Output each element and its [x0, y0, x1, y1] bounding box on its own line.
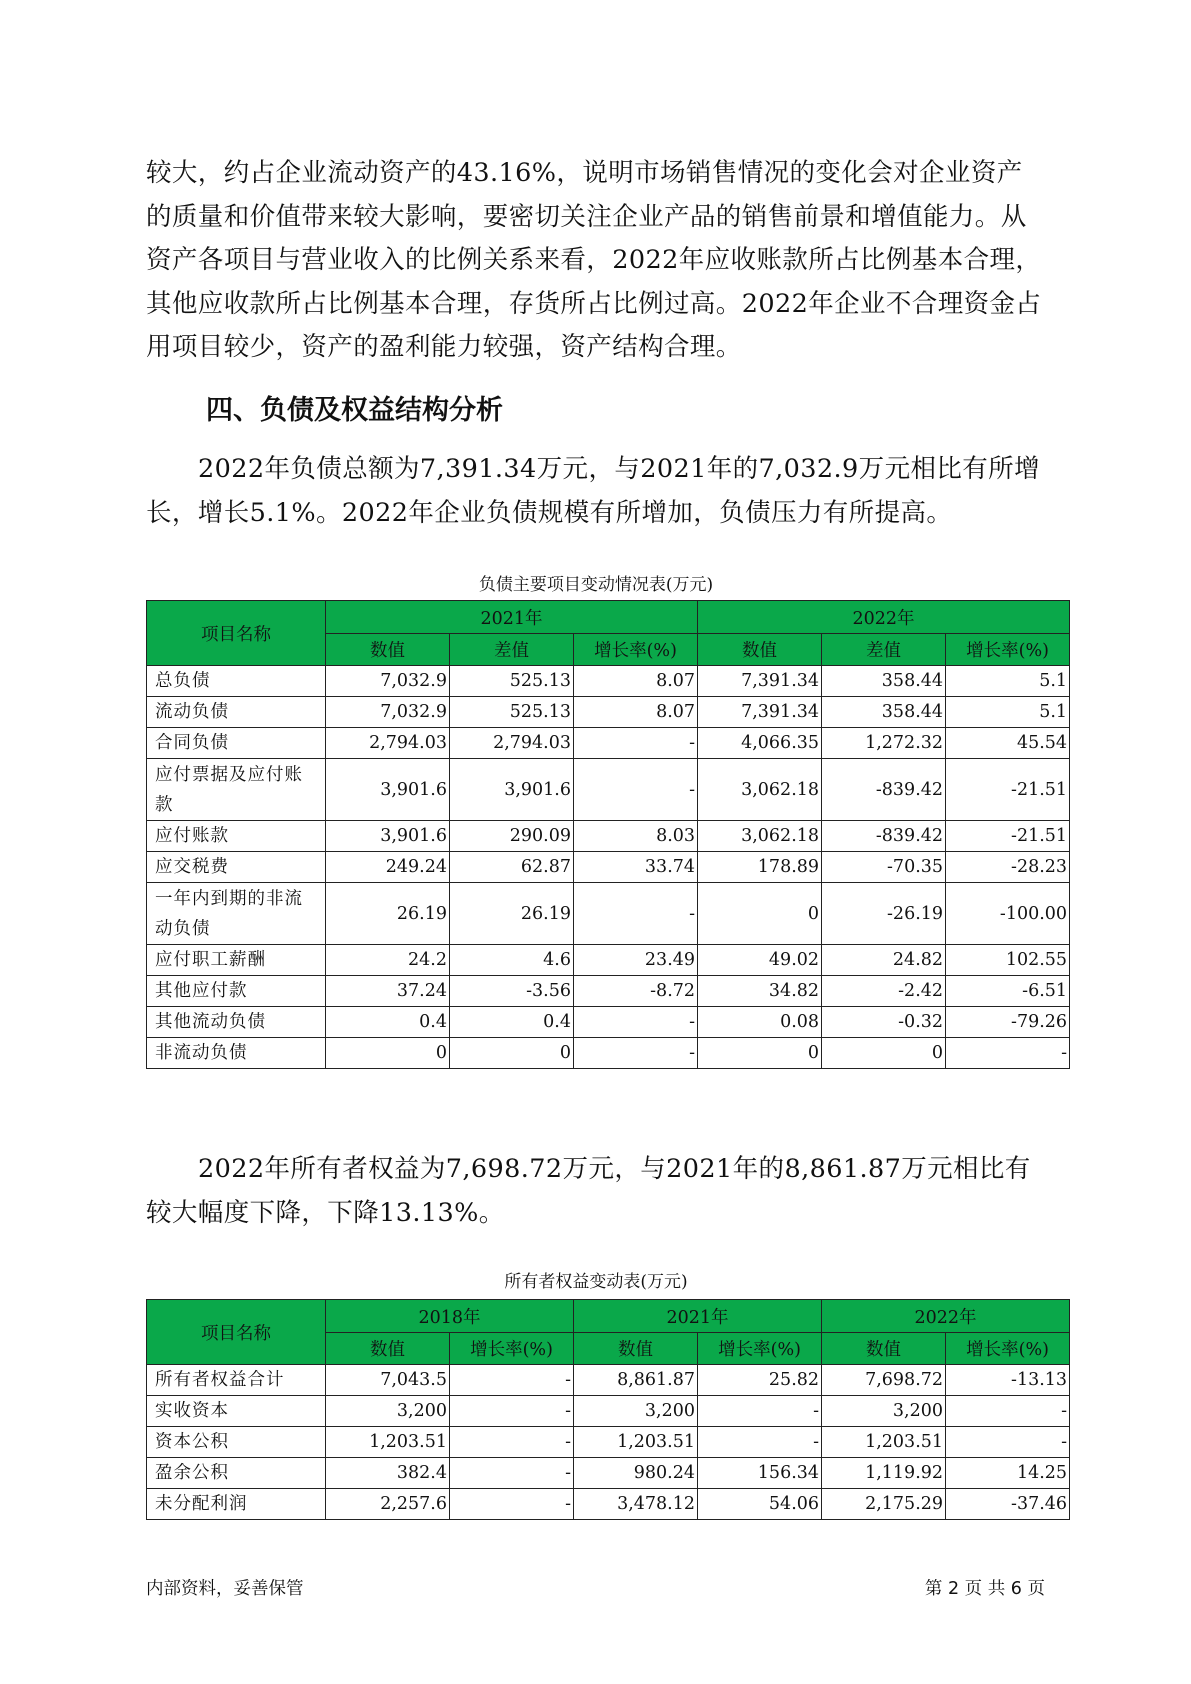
- value-cell: 3,062.18: [698, 821, 822, 852]
- value-cell: 8.07: [574, 666, 698, 697]
- value-cell: 3,062.18: [698, 759, 822, 821]
- row-label-cell: 流动负债: [147, 697, 326, 728]
- value-cell: -: [574, 759, 698, 821]
- value-cell: 26.19: [326, 883, 450, 945]
- value-cell: 24.82: [822, 945, 946, 976]
- value-cell: -: [698, 1396, 822, 1427]
- row-label-cell: 其他应付款: [147, 976, 326, 1007]
- table-row: [147, 1007, 1070, 1038]
- value-cell: -6.51: [946, 976, 1070, 1007]
- value-cell: 14.25: [946, 1458, 1070, 1489]
- paragraph-liability-summary: 2022年负债总额为7,391.34万元，与2021年的7,032.9万元相比有所增长，增长5.1%。2022年企业负债规模有所增加，负债压力有所提高。: [146, 454, 1040, 528]
- value-cell: 3,200: [326, 1396, 450, 1427]
- value-cell: 54.06: [698, 1489, 822, 1520]
- value-cell: 525.13: [450, 666, 574, 697]
- row-label-cell: 合同负债: [147, 728, 326, 759]
- table1-header-year-b: 2022年: [698, 601, 1070, 634]
- value-cell: -3.56: [450, 976, 574, 1007]
- row-label-cell: 非流动负债: [147, 1038, 326, 1069]
- section-heading: 四、负债及权益结构分析: [206, 395, 503, 426]
- table-row: [147, 1396, 1070, 1427]
- table1-subheader: 差值: [822, 634, 946, 666]
- value-cell: 8.03: [574, 821, 698, 852]
- value-cell: -2.42: [822, 976, 946, 1007]
- value-cell: 290.09: [450, 821, 574, 852]
- table-row: [147, 1038, 1070, 1069]
- value-cell: 2,794.03: [450, 728, 574, 759]
- value-cell: -: [450, 1396, 574, 1427]
- value-cell: 26.19: [450, 883, 574, 945]
- value-cell: 0.08: [698, 1007, 822, 1038]
- value-cell: -: [946, 1396, 1070, 1427]
- value-cell: 382.4: [326, 1458, 450, 1489]
- footer-page-number: 第 2 页 共 6 页: [924, 1579, 1045, 1599]
- table2-caption: 所有者权益变动表(万元): [504, 1272, 688, 1292]
- value-cell: 0.4: [450, 1007, 574, 1038]
- value-cell: 2,794.03: [326, 728, 450, 759]
- value-cell: 45.54: [946, 728, 1070, 759]
- value-cell: 2,175.29: [822, 1489, 946, 1520]
- table-row: [147, 1458, 1070, 1489]
- value-cell: -: [574, 883, 698, 945]
- value-cell: -: [574, 1038, 698, 1069]
- value-cell: -: [574, 1007, 698, 1038]
- value-cell: 34.82: [698, 976, 822, 1007]
- row-label-cell: 其他流动负债: [147, 1007, 326, 1038]
- table2-header-name: 项目名称: [147, 1300, 326, 1365]
- value-cell: 62.87: [450, 852, 574, 883]
- row-label-cell: 实收资本: [147, 1396, 326, 1427]
- value-cell: 4.6: [450, 945, 574, 976]
- value-cell: 8,861.87: [574, 1365, 698, 1396]
- table2-subheader: 数值: [574, 1333, 698, 1365]
- row-label-cell: 所有者权益合计: [147, 1365, 326, 1396]
- table2-subheader: 数值: [326, 1333, 450, 1365]
- value-cell: 3,901.6: [450, 759, 574, 821]
- value-cell: -839.42: [822, 821, 946, 852]
- paragraph-equity-summary: 2022年所有者权益为7,698.72万元，与2021年的8,861.87万元相比有较大幅度下降，下降13.13%。: [146, 1154, 1031, 1228]
- value-cell: -70.35: [822, 852, 946, 883]
- value-cell: 1,203.51: [822, 1427, 946, 1458]
- value-cell: 3,901.6: [326, 821, 450, 852]
- value-cell: 4,066.35: [698, 728, 822, 759]
- paragraph-asset-summary: 较大，约占企业流动资产的43.16%，说明市场销售情况的变化会对企业资产的质量和价值带来较大影响，要密切关注企业产品的销售前景和增值能力。从资产各项目与营业收入的比例关系来看，2022年应收账款所占比例基本合理，其他应收款所占比例基本合理，存货所占比例过高。2022年企业不合理资金占用项目较少，资产的盈利能力较强，资产结构合理。: [146, 158, 1042, 362]
- value-cell: 3,200: [822, 1396, 946, 1427]
- footer-confidential-note: 内部资料，妥善保管: [146, 1579, 304, 1599]
- value-cell: 49.02: [698, 945, 822, 976]
- value-cell: 37.24: [326, 976, 450, 1007]
- value-cell: 980.24: [574, 1458, 698, 1489]
- value-cell: 3,200: [574, 1396, 698, 1427]
- table-row: [147, 697, 1070, 728]
- row-label-cell: 一年内到期的非流动负债: [147, 883, 326, 945]
- value-cell: -21.51: [946, 821, 1070, 852]
- value-cell: -0.32: [822, 1007, 946, 1038]
- table-row: [147, 852, 1070, 883]
- value-cell: 0: [326, 1038, 450, 1069]
- table1-subheader: 增长率(%): [946, 634, 1070, 666]
- value-cell: 7,032.9: [326, 666, 450, 697]
- value-cell: 0: [698, 1038, 822, 1069]
- table-row: [147, 666, 1070, 697]
- value-cell: 24.2: [326, 945, 450, 976]
- value-cell: -8.72: [574, 976, 698, 1007]
- value-cell: 33.74: [574, 852, 698, 883]
- table2-subheader: 增长率(%): [450, 1333, 574, 1365]
- value-cell: -: [450, 1489, 574, 1520]
- value-cell: -13.13: [946, 1365, 1070, 1396]
- table-row: [147, 976, 1070, 1007]
- value-cell: 5.1: [946, 697, 1070, 728]
- table-row: [147, 1489, 1070, 1520]
- value-cell: 5.1: [946, 666, 1070, 697]
- value-cell: 0: [822, 1038, 946, 1069]
- value-cell: 23.49: [574, 945, 698, 976]
- value-cell: 0: [450, 1038, 574, 1069]
- row-label-cell: 未分配利润: [147, 1489, 326, 1520]
- row-label-cell: 盈余公积: [147, 1458, 326, 1489]
- row-label-cell: 应交税费: [147, 852, 326, 883]
- value-cell: -: [698, 1427, 822, 1458]
- value-cell: 7,032.9: [326, 697, 450, 728]
- value-cell: -: [574, 728, 698, 759]
- table1-subheader: 数值: [698, 634, 822, 666]
- value-cell: 525.13: [450, 697, 574, 728]
- liability-change-table: [146, 600, 1070, 1069]
- table1-header-name: 项目名称: [147, 601, 326, 666]
- value-cell: 0.4: [326, 1007, 450, 1038]
- table1-subheader: 数值: [326, 634, 450, 666]
- table-row: [147, 1427, 1070, 1458]
- row-label-cell: 应付账款: [147, 821, 326, 852]
- value-cell: -21.51: [946, 759, 1070, 821]
- table-row: [147, 728, 1070, 759]
- table1-subheader: 差值: [450, 634, 574, 666]
- table-row: [147, 1365, 1070, 1396]
- value-cell: -: [450, 1427, 574, 1458]
- table-row: [147, 883, 1070, 945]
- value-cell: 3,478.12: [574, 1489, 698, 1520]
- row-label-cell: 资本公积: [147, 1427, 326, 1458]
- row-label-cell: 总负债: [147, 666, 326, 697]
- table2-subheader: 增长率(%): [698, 1333, 822, 1365]
- value-cell: 3,901.6: [326, 759, 450, 821]
- row-label-cell: 应付票据及应付账款: [147, 759, 326, 821]
- table1-header-year-a: 2021年: [326, 601, 698, 634]
- value-cell: 8.07: [574, 697, 698, 728]
- value-cell: 1,119.92: [822, 1458, 946, 1489]
- value-cell: 7,391.34: [698, 666, 822, 697]
- row-label-cell: 应付职工薪酬: [147, 945, 326, 976]
- value-cell: 249.24: [326, 852, 450, 883]
- table-row: [147, 759, 1070, 821]
- value-cell: 178.89: [698, 852, 822, 883]
- value-cell: -100.00: [946, 883, 1070, 945]
- value-cell: -28.23: [946, 852, 1070, 883]
- table2-header-year: 2018年: [326, 1300, 574, 1333]
- value-cell: -79.26: [946, 1007, 1070, 1038]
- value-cell: 7,698.72: [822, 1365, 946, 1396]
- value-cell: 358.44: [822, 697, 946, 728]
- table-row: [147, 821, 1070, 852]
- value-cell: 1,203.51: [574, 1427, 698, 1458]
- table1-caption: 负债主要项目变动情况表(万元): [478, 575, 714, 595]
- value-cell: 7,391.34: [698, 697, 822, 728]
- table2-subheader: 数值: [822, 1333, 946, 1365]
- value-cell: 102.55: [946, 945, 1070, 976]
- table2-header-year: 2022年: [822, 1300, 1070, 1333]
- value-cell: -839.42: [822, 759, 946, 821]
- value-cell: 358.44: [822, 666, 946, 697]
- value-cell: -26.19: [822, 883, 946, 945]
- value-cell: 7,043.5: [326, 1365, 450, 1396]
- table1-subheader: 增长率(%): [574, 634, 698, 666]
- value-cell: 0: [698, 883, 822, 945]
- value-cell: -: [450, 1365, 574, 1396]
- value-cell: -37.46: [946, 1489, 1070, 1520]
- value-cell: 156.34: [698, 1458, 822, 1489]
- value-cell: 2,257.6: [326, 1489, 450, 1520]
- equity-change-table: [146, 1299, 1070, 1520]
- value-cell: 1,203.51: [326, 1427, 450, 1458]
- table2-subheader: 增长率(%): [946, 1333, 1070, 1365]
- value-cell: 1,272.32: [822, 728, 946, 759]
- value-cell: -: [946, 1427, 1070, 1458]
- value-cell: -: [450, 1458, 574, 1489]
- table-row: [147, 945, 1070, 976]
- value-cell: 25.82: [698, 1365, 822, 1396]
- table2-header-year: 2021年: [574, 1300, 822, 1333]
- value-cell: -: [946, 1038, 1070, 1069]
